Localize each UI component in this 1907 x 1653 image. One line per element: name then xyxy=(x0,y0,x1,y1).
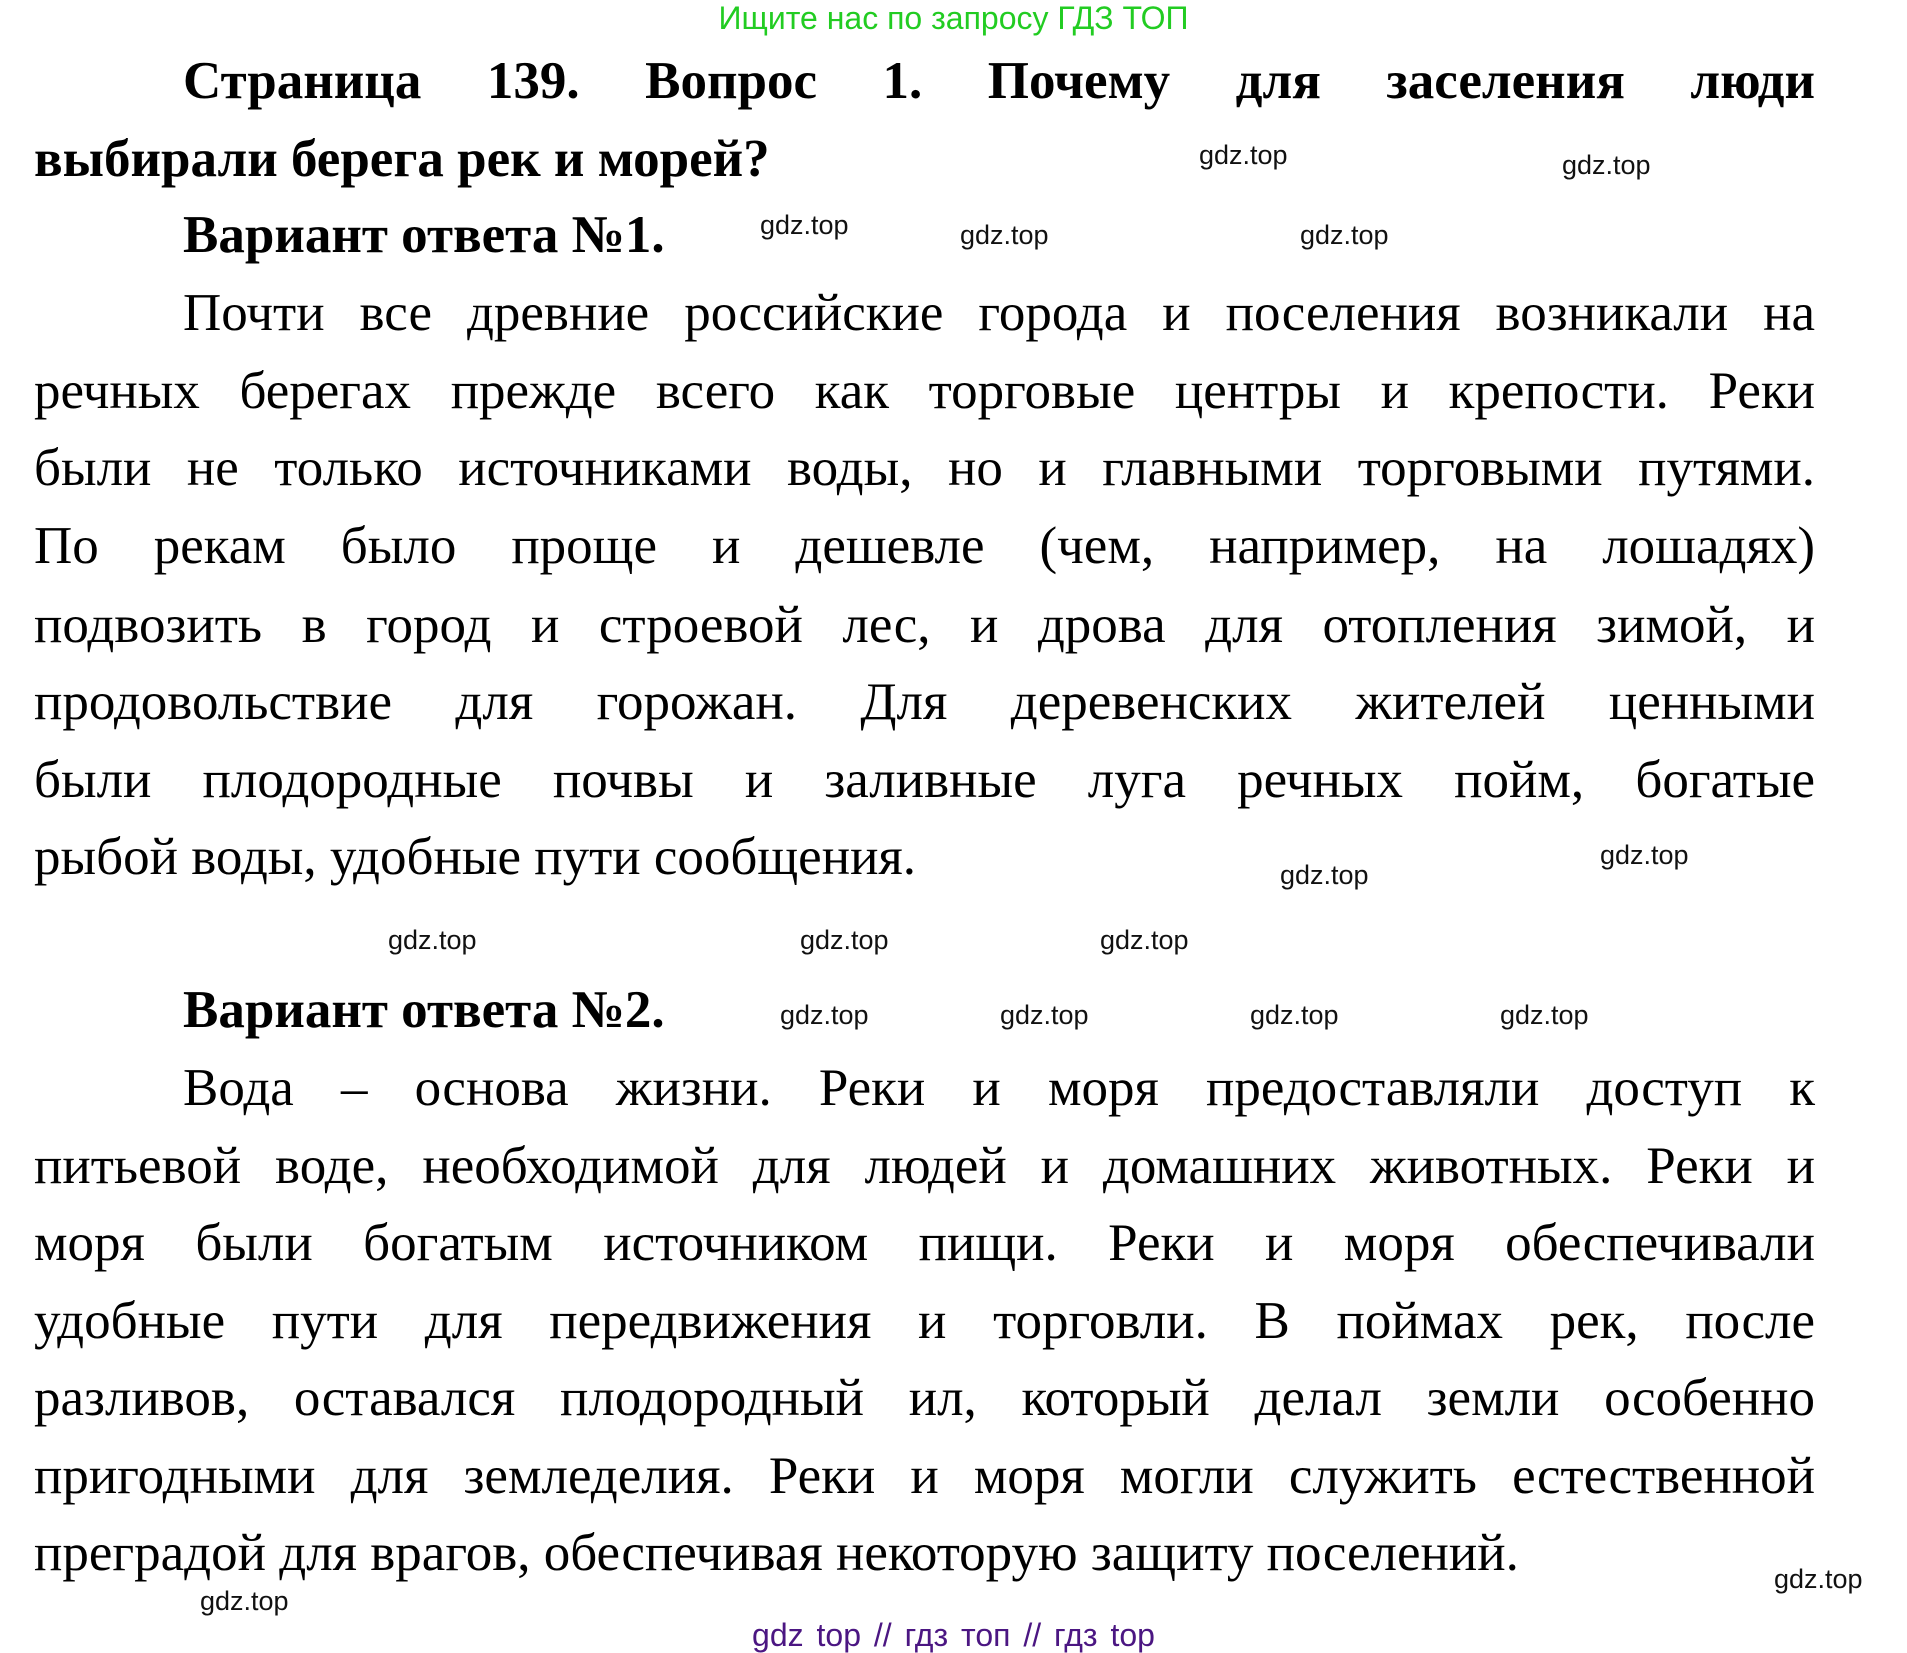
question-title-line-2: выбирали берега рек и морей? xyxy=(34,130,770,188)
variant-1-line: По рекам было проще и дешевле (чем, например, на лошадях) xyxy=(34,517,1815,575)
variant-1-line: речных берегах прежде всего как торговые центры и крепости. Реки xyxy=(34,362,1815,420)
variant-1-heading: Вариант ответа №1. xyxy=(183,206,665,264)
variant-2-line: питьевой воде, необходимой для людей и домашних животных. Реки и xyxy=(34,1137,1815,1195)
watermark: gdz.top xyxy=(1250,1000,1339,1030)
variant-1-line: подвозить в город и строевой лес, и дрова для отопления зимой, и xyxy=(34,596,1815,654)
watermark: gdz.top xyxy=(388,925,477,955)
variant-2-line: Вода – основа жизни. Реки и моря предоставляли доступ к xyxy=(183,1059,1815,1117)
watermark: gdz.top xyxy=(780,1000,869,1030)
watermark: gdz.top xyxy=(1100,925,1189,955)
variant-1-line: Почти все древние российские города и поселения возникали на xyxy=(183,284,1815,342)
watermark: gdz.top xyxy=(1600,840,1689,870)
variant-2-line: удобные пути для передвижения и торговли. В поймах рек, после xyxy=(34,1292,1815,1350)
variant-2-line: преградой для врагов, обеспечивая некоторую защиту поселений. xyxy=(34,1524,1519,1582)
watermark: gdz.top xyxy=(1562,150,1651,180)
watermark: gdz.top xyxy=(1500,1000,1589,1030)
variant-1-line: продовольствие для горожан. Для деревенских жителей ценными xyxy=(34,673,1815,731)
watermark: gdz.top xyxy=(1300,220,1389,250)
watermark: gdz.top xyxy=(1000,1000,1089,1030)
watermark: gdz.top xyxy=(1199,140,1288,170)
footer-watermark: gdz top // гдз топ // гдз top xyxy=(752,1617,1155,1653)
question-title-line-1: Страница 139. Вопрос 1. Почему для заселения люди xyxy=(183,52,1815,110)
variant-2-heading: Вариант ответа №2. xyxy=(183,981,665,1039)
watermark: gdz.top xyxy=(1280,860,1369,890)
search-hint-banner: Ищите нас по запросу ГДЗ ТОП xyxy=(718,0,1189,36)
variant-2-line: моря были богатым источником пищи. Реки и моря обеспечивали xyxy=(34,1214,1815,1272)
watermark: gdz.top xyxy=(760,210,849,240)
watermark: gdz.top xyxy=(800,925,889,955)
variant-1-line: рыбой воды, удобные пути сообщения. xyxy=(34,828,917,886)
variant-1-line: были плодородные почвы и заливные луга речных пойм, богатые xyxy=(34,751,1815,809)
variant-2-line: пригодными для земледелия. Реки и моря могли служить естественной xyxy=(34,1447,1815,1505)
variant-1-line: были не только источниками воды, но и главными торговыми путями. xyxy=(34,439,1815,497)
watermark: gdz.top xyxy=(960,220,1049,250)
watermark: gdz.top xyxy=(1774,1564,1863,1594)
variant-2-line: разливов, оставался плодородный ил, который делал земли особенно xyxy=(34,1369,1815,1427)
watermark: gdz.top xyxy=(200,1586,289,1616)
